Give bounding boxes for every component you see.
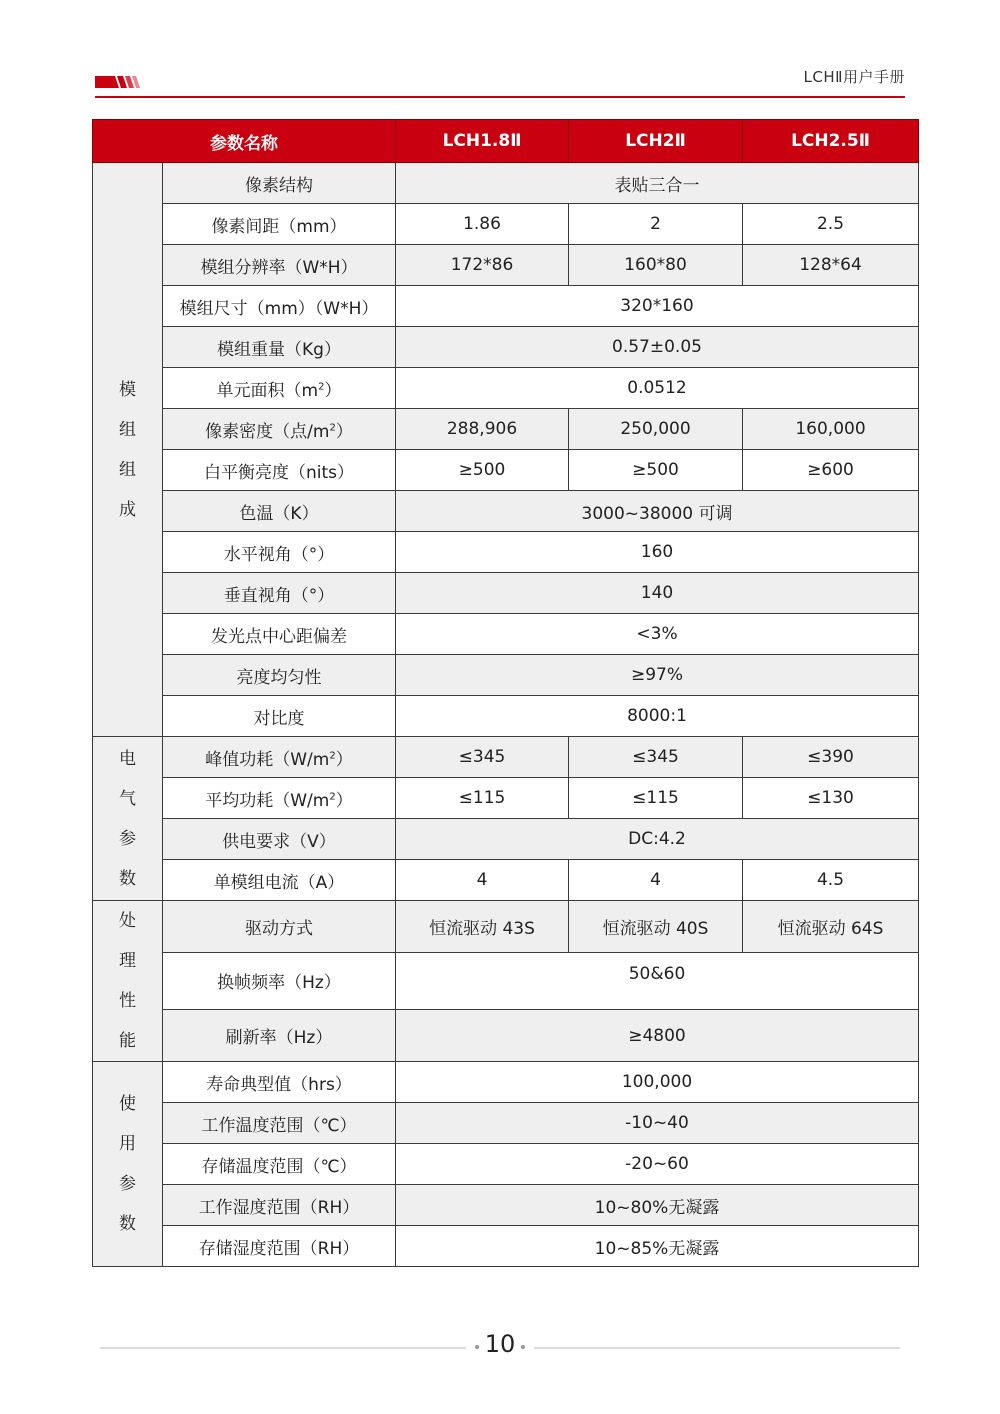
row-value: 160,000 xyxy=(743,409,919,450)
brand-logo-icon xyxy=(95,76,141,88)
row-value: 10~80%无凝露 xyxy=(396,1185,919,1226)
footer-line-right xyxy=(534,1347,900,1349)
table-row xyxy=(93,1103,919,1144)
group-label-module xyxy=(93,163,163,737)
row-label: 供电要求（V） xyxy=(163,819,396,860)
table-row xyxy=(93,491,919,532)
column-header-lch2: LCH2Ⅱ xyxy=(569,120,743,163)
label-part: ） xyxy=(335,421,353,442)
row-value: 2 xyxy=(569,204,743,245)
row-label: 亮度均匀性 xyxy=(163,655,396,696)
label-part: ） xyxy=(324,380,342,401)
superscript: 2 xyxy=(329,790,336,802)
row-label: 工作湿度范围（RH） xyxy=(163,1185,396,1226)
row-value: ≤130 xyxy=(743,778,919,819)
row-value: 160 xyxy=(396,532,919,573)
row-label: 发光点中心距偏差 xyxy=(163,614,396,655)
table-row xyxy=(93,860,919,901)
row-value: 0.0512 xyxy=(396,368,919,409)
row-value: 0.57±0.05 xyxy=(396,327,919,368)
row-label: 色温（K） xyxy=(163,491,396,532)
row-label: 寿命典型值（hrs） xyxy=(163,1062,396,1103)
label-part: 平均功耗（W/m xyxy=(205,790,330,811)
row-value: ≥500 xyxy=(396,450,569,491)
row-label: 模组重量（Kg） xyxy=(163,327,396,368)
row-label: 模组尺寸（mm）（W*H） xyxy=(163,286,396,327)
row-label: 存储温度范围（℃） xyxy=(163,1144,396,1185)
label-part: 峰值功耗（W/m xyxy=(205,749,330,770)
row-label: 水平视角（°） xyxy=(163,532,396,573)
table-row xyxy=(93,1010,919,1062)
row-value: ≤115 xyxy=(569,778,743,819)
column-header-lch18: LCH1.8Ⅱ xyxy=(396,120,569,163)
spec-table xyxy=(92,119,919,1267)
table-row xyxy=(93,952,919,1010)
row-value: 288,906 xyxy=(396,409,569,450)
group-label-processing xyxy=(93,901,163,1062)
table-row xyxy=(93,655,919,696)
row-label xyxy=(163,409,396,450)
row-value: ≤390 xyxy=(743,737,919,778)
table-row xyxy=(93,1144,919,1185)
row-label: 像素间距（mm） xyxy=(163,204,396,245)
table-row xyxy=(93,245,919,286)
row-value: 4.5 xyxy=(743,860,919,901)
row-value: 3000~38000 可调 xyxy=(396,491,919,532)
row-value: ≤345 xyxy=(396,737,569,778)
row-label xyxy=(163,737,396,778)
superscript: 2 xyxy=(318,380,325,392)
table-row xyxy=(93,614,919,655)
table-row xyxy=(93,532,919,573)
header-divider xyxy=(95,96,905,98)
row-value: 恒流驱动 43S xyxy=(396,901,569,953)
row-value: ≥600 xyxy=(743,450,919,491)
row-value: 320*160 xyxy=(396,286,919,327)
table-row xyxy=(93,573,919,614)
row-label xyxy=(163,368,396,409)
row-label: 刷新率（Hz） xyxy=(163,1010,396,1062)
table-row xyxy=(93,327,919,368)
group-label-usage xyxy=(93,1062,163,1267)
row-value: 恒流驱动 40S xyxy=(569,901,743,953)
row-value: 10~85%无凝露 xyxy=(396,1226,919,1267)
table-row xyxy=(93,901,919,953)
row-label: 换帧频率（Hz） xyxy=(163,952,396,1010)
row-value-text: 50&60 xyxy=(628,963,686,984)
row-value: <3% xyxy=(396,614,919,655)
row-value: 4 xyxy=(396,860,569,901)
label-part: 单元面积（m xyxy=(216,380,319,401)
label-part: ） xyxy=(335,790,353,811)
table-row xyxy=(93,778,919,819)
footer-dot-right xyxy=(521,1345,525,1349)
group-label-text: 模组组成 xyxy=(119,379,136,520)
row-value: ≤345 xyxy=(569,737,743,778)
column-header-param: 参数名称 xyxy=(93,120,396,163)
row-label: 像素结构 xyxy=(163,163,396,204)
row-label: 对比度 xyxy=(163,696,396,737)
row-value: 128*64 xyxy=(743,245,919,286)
table-row xyxy=(93,409,919,450)
superscript: 2 xyxy=(329,421,336,433)
row-value: 2.5 xyxy=(743,204,919,245)
group-label-text: 使用参数 xyxy=(119,1094,136,1234)
table-row xyxy=(93,696,919,737)
row-label xyxy=(163,778,396,819)
row-value: ≥4800 xyxy=(396,1010,919,1062)
group-label-text: 电气参数 xyxy=(119,748,136,889)
table-row xyxy=(93,368,919,409)
table-row xyxy=(93,163,919,204)
row-value: 140 xyxy=(396,573,919,614)
row-value: 8000:1 xyxy=(396,696,919,737)
row-label: 垂直视角（°） xyxy=(163,573,396,614)
table-row xyxy=(93,204,919,245)
row-value: 表贴三合一 xyxy=(396,163,919,204)
page-number: 10 xyxy=(484,1330,516,1358)
row-label: 白平衡亮度（nits） xyxy=(163,450,396,491)
row-label: 工作温度范围（℃） xyxy=(163,1103,396,1144)
label-part: 像素密度（点/m xyxy=(205,421,330,442)
label-part: ） xyxy=(335,749,353,770)
superscript: 2 xyxy=(329,749,336,761)
row-value: ≤115 xyxy=(396,778,569,819)
row-value: -20~60 xyxy=(396,1144,919,1185)
row-value: 1.86 xyxy=(396,204,569,245)
group-label-text: 处理性能 xyxy=(119,911,136,1051)
document-title: LCHⅡ用户手册 xyxy=(803,68,905,86)
table-row xyxy=(93,286,919,327)
table-header-row xyxy=(93,120,919,163)
table-row xyxy=(93,1226,919,1267)
group-label-electric xyxy=(93,737,163,901)
page-footer xyxy=(100,1330,900,1360)
row-value: ≥500 xyxy=(569,450,743,491)
row-value: 172*86 xyxy=(396,245,569,286)
table-row xyxy=(93,450,919,491)
row-value: 100,000 xyxy=(396,1062,919,1103)
row-value: 160*80 xyxy=(569,245,743,286)
row-value: 250,000 xyxy=(569,409,743,450)
row-label: 存储湿度范围（RH） xyxy=(163,1226,396,1267)
row-value: DC:4.2 xyxy=(396,819,919,860)
row-value xyxy=(396,952,919,1010)
column-header-lch25: LCH2.5Ⅱ xyxy=(743,120,919,163)
row-label: 驱动方式 xyxy=(163,901,396,953)
row-value: ≥97% xyxy=(396,655,919,696)
row-value: -10~40 xyxy=(396,1103,919,1144)
row-label: 单模组电流（A） xyxy=(163,860,396,901)
row-value: 4 xyxy=(569,860,743,901)
table-row xyxy=(93,737,919,778)
row-value: 恒流驱动 64S xyxy=(743,901,919,953)
table-row xyxy=(93,1185,919,1226)
table-row xyxy=(93,1062,919,1103)
row-label: 模组分辨率（W*H） xyxy=(163,245,396,286)
table-row xyxy=(93,819,919,860)
